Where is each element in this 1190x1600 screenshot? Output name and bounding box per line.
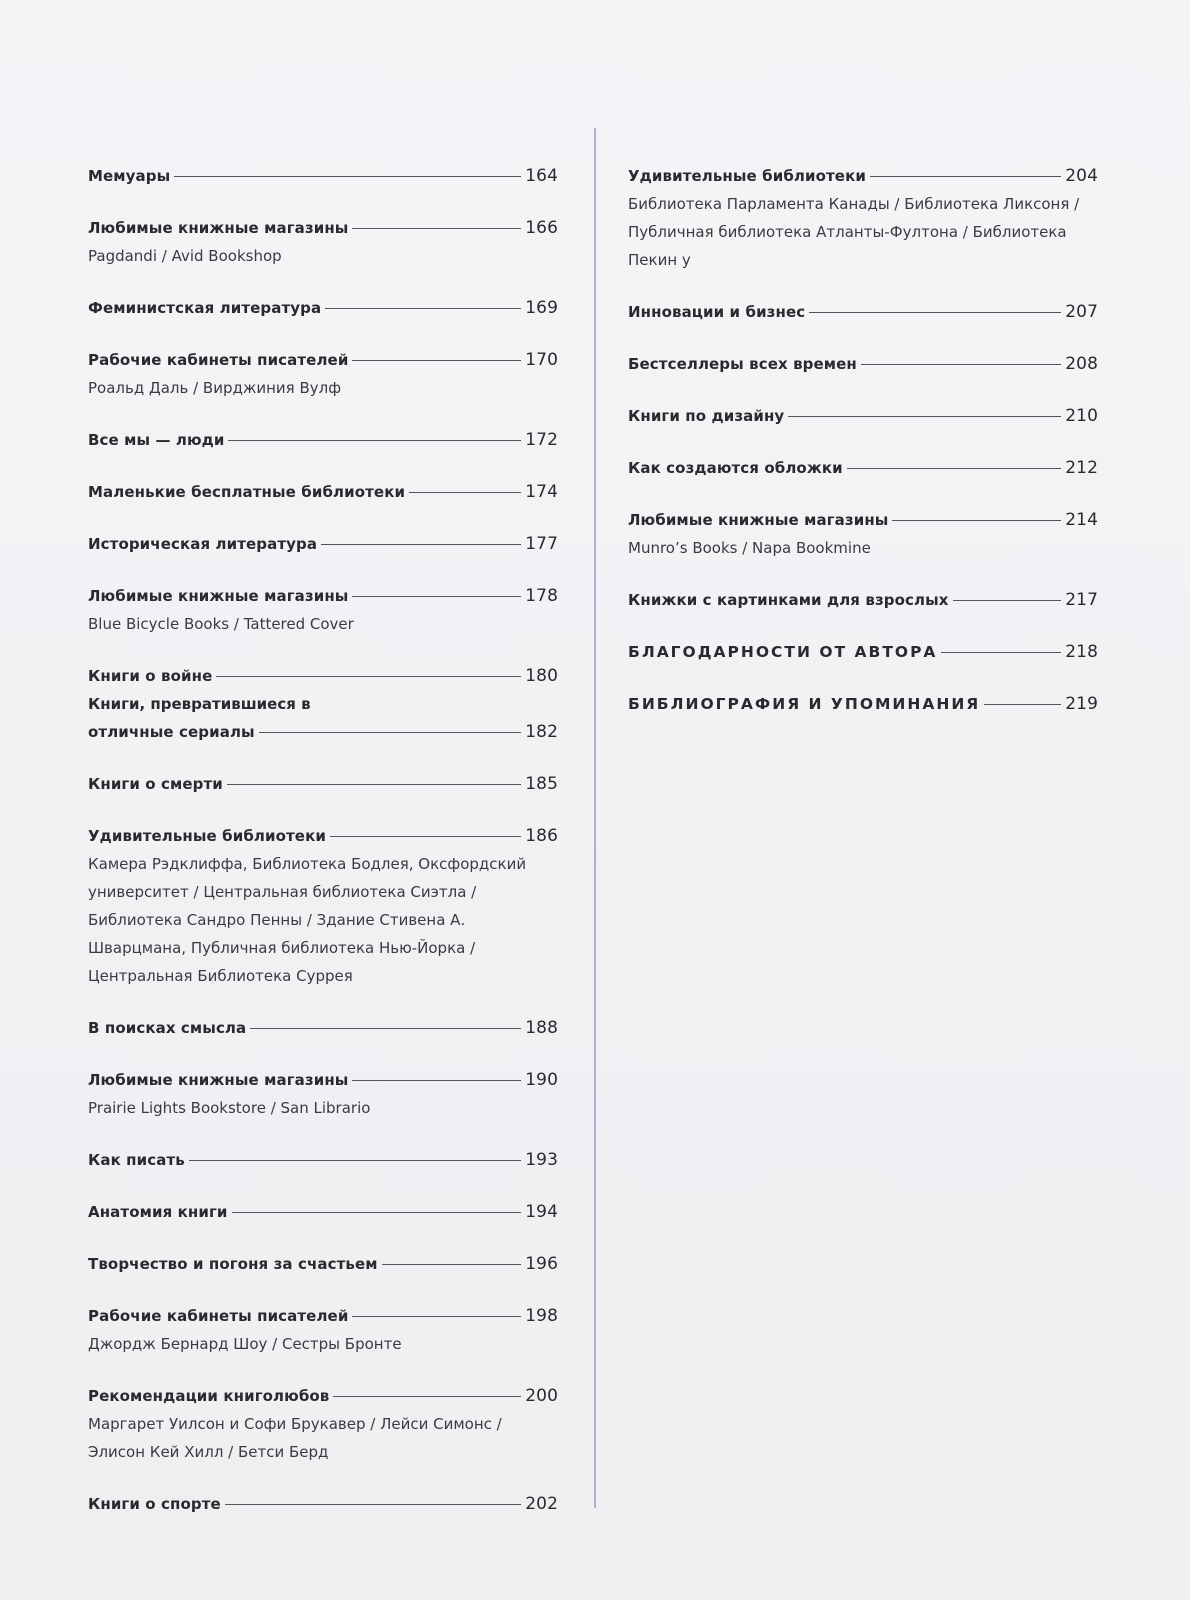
toc-entry-title: Книги по дизайну: [628, 407, 785, 425]
toc-entry-title: отличные сериалы: [88, 723, 255, 741]
toc-entry-title: БЛАГОДАРНОСТИ ОТ АВТОРА: [628, 643, 938, 661]
toc-entry-page-number: 166: [525, 218, 558, 238]
leader-line: [984, 704, 1061, 705]
toc-entry-page-number: 208: [1065, 354, 1098, 374]
leader-line: [809, 312, 1061, 313]
toc-entry-page-number: 212: [1065, 458, 1098, 478]
toc-entry: [88, 822, 558, 990]
toc-entry-title: В поисках смысла: [88, 1019, 247, 1037]
toc-entry-line: [88, 1146, 558, 1174]
toc-entry-line: [88, 1066, 558, 1094]
toc-entry: [88, 478, 558, 506]
toc-entry: [88, 1014, 558, 1042]
toc-entry-line: [88, 478, 558, 506]
toc-entry-title: Все мы — люди: [88, 431, 225, 449]
leader-line: [941, 652, 1061, 653]
leader-line: [225, 1504, 521, 1505]
toc-entry: [628, 506, 1098, 562]
toc-entry: [88, 690, 558, 746]
toc-entry-line: [628, 690, 1098, 718]
toc-entry-line: [628, 162, 1098, 190]
toc-entry: [88, 662, 558, 690]
toc-entry-line: [628, 350, 1098, 378]
toc-entry: [628, 298, 1098, 326]
toc-entry-line: [88, 1490, 558, 1518]
leader-line: [352, 1080, 521, 1081]
leader-line: [861, 364, 1061, 365]
toc-entry-title: Удивительные библиотеки: [628, 167, 866, 185]
leader-line: [325, 308, 521, 309]
leader-line: [216, 676, 521, 677]
leader-line: [352, 228, 521, 229]
leader-line: [870, 176, 1061, 177]
toc-entry-subtitle: Blue Bicycle Books / Tattered Cover: [88, 615, 354, 633]
toc-entry: [88, 346, 558, 402]
toc-entry: [88, 530, 558, 558]
toc-entry-title: Историческая литература: [88, 535, 318, 553]
toc-entry: [88, 770, 558, 798]
toc-entry: [88, 1198, 558, 1226]
toc-entry: [88, 1146, 558, 1174]
toc-entry-subtitle: Pagdandi / Avid Bookshop: [88, 247, 282, 265]
toc-entry-page-number: 219: [1065, 694, 1098, 714]
toc-entry: [88, 162, 558, 190]
toc-entry-title: Любимые книжные магазины: [88, 219, 349, 237]
toc-entry-subtitle: Munro’s Books / Napa Bookmine: [628, 539, 871, 557]
toc-entry-title: Творчество и погоня за счастьем: [88, 1255, 378, 1273]
toc-entry-page-number: 193: [525, 1150, 558, 1170]
toc-entry-line: [88, 294, 558, 322]
leader-line: [321, 544, 521, 545]
toc-entry-subtitle: Маргарет Уилсон и Софи Брукавер / Лейси Симонс / Элисон Кей Хилл / Бетси Берд: [88, 1415, 502, 1461]
leader-line: [259, 732, 522, 733]
toc-entry-page-number: 164: [525, 166, 558, 186]
toc-entry-line: [88, 1014, 558, 1042]
toc-entry-page-number: 174: [525, 482, 558, 502]
toc-entry: [88, 1490, 558, 1518]
toc-entry-title: Любимые книжные магазины: [88, 1071, 349, 1089]
toc-entry: [628, 162, 1098, 274]
toc-entry-page-number: 217: [1065, 590, 1098, 610]
toc-entry: [88, 294, 558, 322]
toc-entry-subtitle: Prairie Lights Bookstore / San Librario: [88, 1099, 371, 1117]
leader-line: [352, 596, 521, 597]
toc-entry-line: [88, 162, 558, 190]
toc-entry-subtitle: Роальд Даль / Вирджиния Вулф: [88, 379, 342, 397]
toc-entry: [628, 402, 1098, 430]
leader-line: [189, 1160, 521, 1161]
toc-entry-page-number: 202: [525, 1494, 558, 1514]
toc-entry: [628, 690, 1098, 718]
toc-entry: [88, 1250, 558, 1278]
toc-entry-page-number: 207: [1065, 302, 1098, 322]
toc-entry-title: Как писать: [88, 1151, 185, 1169]
toc-entry-title: Рабочие кабинеты писателей: [88, 1307, 349, 1325]
leader-line: [847, 468, 1062, 469]
toc-entry-page-number: 172: [525, 430, 558, 450]
toc-entry-page-number: 198: [525, 1306, 558, 1326]
toc-entry-page-number: 178: [525, 586, 558, 606]
column-divider: [594, 128, 596, 1508]
toc-entry-title: БИБЛИОГРАФИЯ И УПОМИНАНИЯ: [628, 695, 981, 713]
toc-entry-page-number: 185: [525, 774, 558, 794]
leader-line: [250, 1028, 521, 1029]
toc-entry-title-first-line: Книги, превратившиеся в: [88, 695, 311, 713]
leader-line: [892, 520, 1061, 521]
toc-entry-page-number: 200: [525, 1386, 558, 1406]
toc-entry-title: Инновации и бизнес: [628, 303, 806, 321]
toc-entry-title: Удивительные библиотеки: [88, 827, 326, 845]
leader-line: [352, 360, 521, 361]
leader-line: [228, 440, 521, 441]
toc-entry-title: Книги о войне: [88, 667, 213, 685]
toc-left-column: [88, 162, 558, 1542]
toc-entry-title: Любимые книжные магазины: [628, 511, 889, 529]
toc-entry: [88, 426, 558, 454]
toc-entry: [88, 1382, 558, 1466]
toc-entry-page-number: 196: [525, 1254, 558, 1274]
toc-entry-title: Книжки с картинками для взрослых: [628, 591, 949, 609]
toc-entry: [88, 582, 558, 638]
toc-entry-line: [88, 1302, 558, 1330]
toc-entry: [628, 586, 1098, 614]
toc-entry-page-number: 188: [525, 1018, 558, 1038]
leader-line: [333, 1396, 521, 1397]
toc-entry-line: [88, 426, 558, 454]
toc-entry-title: Книги о смерти: [88, 775, 223, 793]
leader-line: [227, 784, 521, 785]
toc-entry-line: [628, 402, 1098, 430]
toc-entry-title: Рекомендации книголюбов: [88, 1387, 330, 1405]
toc-entry-page-number: 180: [525, 666, 558, 686]
toc-entry-line: [88, 1382, 558, 1410]
toc-entry-line: [88, 346, 558, 374]
toc-entry-page-number: 218: [1065, 642, 1098, 662]
toc-entry-page-number: 210: [1065, 406, 1098, 426]
toc-entry-line: [88, 662, 558, 690]
toc-entry-title: Любимые книжные магазины: [88, 587, 349, 605]
toc-entry: [628, 638, 1098, 666]
toc-entry: [88, 1302, 558, 1358]
toc-entry-line: [88, 822, 558, 850]
toc-entry-line: [628, 298, 1098, 326]
toc-entry-title: Анатомия книги: [88, 1203, 228, 1221]
leader-line: [174, 176, 521, 177]
toc-entry-page-number: 214: [1065, 510, 1098, 530]
toc-entry-subtitle: Камера Рэдклиффа, Библиотека Бодлея, Оксфордский университет / Центральная библиотека Сиэтла / Библиотека Сандро Пенны / Здание Стивена А. Шварцмана, Публичная библиотека Нью-Йорка / Центральная Библиотека Суррея: [88, 855, 527, 985]
toc-entry: [628, 350, 1098, 378]
toc-entry-title: Маленькие бесплатные библиотеки: [88, 483, 406, 501]
leader-line: [352, 1316, 521, 1317]
toc-entry-page-number: 170: [525, 350, 558, 370]
toc-entry: [88, 214, 558, 270]
toc-entry-line: [88, 770, 558, 798]
toc-entry-line: [628, 638, 1098, 666]
toc-entry-page-number: 186: [525, 826, 558, 846]
toc-entry-title: Книги о спорте: [88, 1495, 221, 1513]
toc-entry-page-number: 194: [525, 1202, 558, 1222]
leader-line: [382, 1264, 522, 1265]
toc-right-column: [628, 162, 1098, 742]
toc-entry-line: [88, 718, 558, 746]
toc-entry-page-number: 182: [525, 722, 558, 742]
leader-line: [788, 416, 1061, 417]
toc-entry-page-number: 204: [1065, 166, 1098, 186]
leader-line: [953, 600, 1062, 601]
toc-entry-title: Мемуары: [88, 167, 171, 185]
leader-line: [330, 836, 521, 837]
toc-entry-title: Бестселлеры всех времен: [628, 355, 857, 373]
toc-entry-line: [88, 1198, 558, 1226]
toc-entry-line: [628, 586, 1098, 614]
toc-entry-page-number: 190: [525, 1070, 558, 1090]
leader-line: [232, 1212, 522, 1213]
toc-entry-title: Феминистская литература: [88, 299, 322, 317]
toc-entry-subtitle: Библиотека Парламента Канады / Библиотека Ликсоня / Публичная библиотека Атланты-Фултона / Библиотека Пекин у: [628, 195, 1080, 269]
toc-entry-title: Как создаются обложки: [628, 459, 843, 477]
toc-entry: [88, 1066, 558, 1122]
toc-entry-subtitle: Джордж Бернард Шоу / Сестры Бронте: [88, 1335, 402, 1353]
toc-entry-line: [88, 214, 558, 242]
toc-entry-line: [88, 582, 558, 610]
toc-entry-page-number: 169: [525, 298, 558, 318]
toc-entry-title: Рабочие кабинеты писателей: [88, 351, 349, 369]
toc-entry: [628, 454, 1098, 482]
toc-entry-line: [628, 506, 1098, 534]
toc-entry-line: [88, 1250, 558, 1278]
leader-line: [409, 492, 521, 493]
toc-entry-line: [88, 530, 558, 558]
toc-entry-page-number: 177: [525, 534, 558, 554]
toc-entry-line: [628, 454, 1098, 482]
